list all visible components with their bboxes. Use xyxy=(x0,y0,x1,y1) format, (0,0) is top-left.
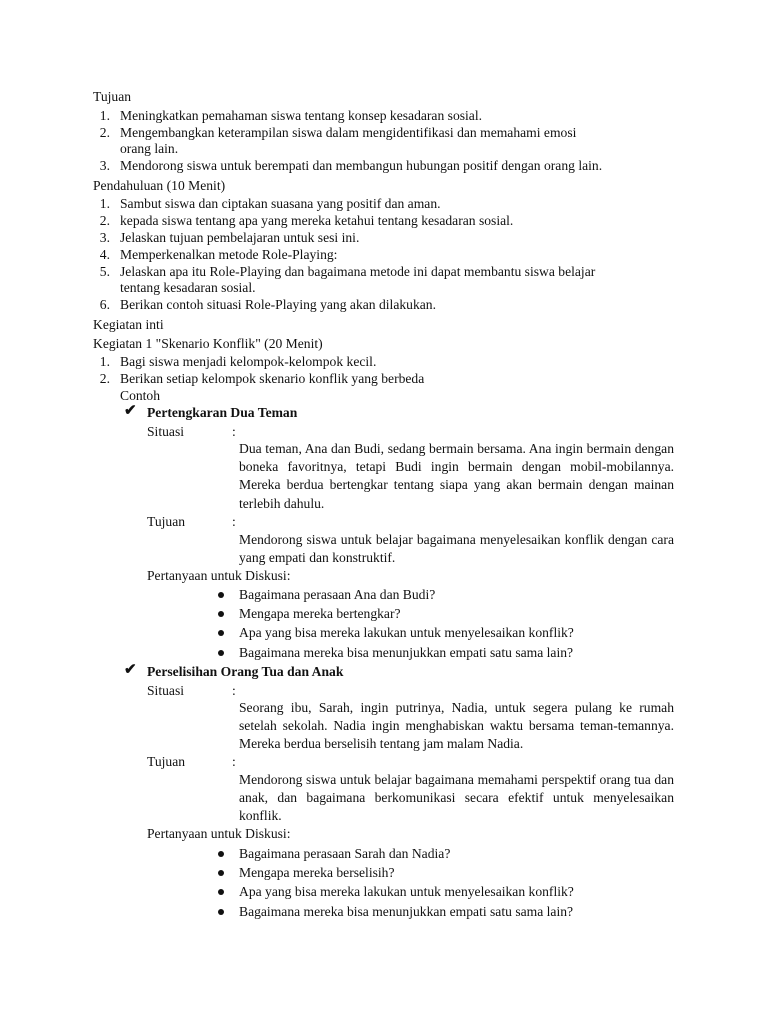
situasi-label: Situasi xyxy=(147,683,185,698)
label-colon: : xyxy=(232,424,236,439)
bullet-icon xyxy=(218,611,224,617)
list-number: 3. xyxy=(99,230,110,245)
list-number: 2. xyxy=(99,213,110,228)
list-number: 1. xyxy=(99,196,110,211)
label-colon: : xyxy=(232,683,236,698)
list-item: Jelaskan apa itu Role-Playing dan bagaimana metode ini dapat membantu siswa belajar xyxy=(120,264,596,279)
list-item: Mengembangkan keterampilan siswa dalam mengidentifikasi dan memahami emosi xyxy=(120,125,577,140)
list-item: kepada siswa tentang apa yang mereka ketahui tentang kesadaran sosial. xyxy=(120,213,514,228)
question-item: Apa yang bisa mereka lakukan untuk menyelesaikan konflik? xyxy=(239,884,574,899)
bullet-icon xyxy=(218,889,224,895)
bullet-icon xyxy=(218,630,224,636)
question-item: Apa yang bisa mereka lakukan untuk menyelesaikan konflik? xyxy=(239,625,574,640)
list-item: Berikan setiap kelompok skenario konflik yang berbeda xyxy=(120,371,425,386)
tujuan-text: Mendorong siswa untuk belajar bagaimana memahami perspektif orang tua dan anak, dan bagaimana berkomunikasi secara efektif untuk menyelesaikan konflik. xyxy=(239,772,674,824)
checkmark-icon: ✔ xyxy=(124,662,137,678)
bullet-icon xyxy=(218,870,224,876)
list-item: Bagi siswa menjadi kelompok-kelompok kecil. xyxy=(120,354,377,369)
list-number: 2. xyxy=(99,125,110,140)
list-number: 1. xyxy=(99,354,110,369)
question-item: Mengapa mereka bertengkar? xyxy=(239,606,401,621)
list-item: Berikan contoh situasi Role-Playing yang akan dilakukan. xyxy=(120,297,436,312)
list-item-continuation: orang lain. xyxy=(120,141,179,156)
list-item-continuation: tentang kesadaran sosial. xyxy=(120,280,256,295)
situasi-text: Seorang ibu, Sarah, ingin putrinya, Nadia, untuk segera pulang ke rumah setelah sekolah. Nadia ingin menghabiskan waktu bersama teman-temannya. Mereka berdua berselisih tentang jam malam Nadia. xyxy=(239,700,674,752)
question-item: Bagaimana perasaan Ana dan Budi? xyxy=(239,587,436,602)
situasi-label: Situasi xyxy=(147,424,185,439)
tujuan-text: Mendorong siswa untuk belajar bagaimana menyelesaikan konflik dengan cara yang empati dan konstruktif. xyxy=(239,532,674,566)
list-number: 3. xyxy=(99,158,110,173)
question-item: Mengapa mereka berselisih? xyxy=(239,865,395,880)
question-item: Bagaimana perasaan Sarah dan Nadia? xyxy=(239,846,451,861)
label-colon: : xyxy=(232,754,236,769)
scenario-title: Perselisihan Orang Tua dan Anak xyxy=(147,664,344,679)
pertanyaan-label: Pertanyaan untuk Diskusi: xyxy=(147,826,291,841)
question-item: Bagaimana mereka bisa menunjukkan empati satu sama lain? xyxy=(239,645,574,660)
list-number: 6. xyxy=(99,297,110,312)
list-item: Mendorong siswa untuk berempati dan membangun hubungan positif dengan orang lain. xyxy=(120,158,603,173)
list-number: 5. xyxy=(99,264,110,279)
activity-title: Kegiatan 1 "Skenario Konflik" (20 Menit) xyxy=(93,336,323,351)
list-number: 2. xyxy=(99,371,110,386)
checkmark-icon: ✔ xyxy=(124,403,137,419)
tujuan-heading: Tujuan xyxy=(93,89,132,104)
tujuan-label: Tujuan xyxy=(147,754,186,769)
list-item: Sambut siswa dan ciptakan suasana yang positif dan aman. xyxy=(120,196,441,211)
question-item: Bagaimana mereka bisa menunjukkan empati satu sama lain? xyxy=(239,904,574,919)
label-colon: : xyxy=(232,514,236,529)
tujuan-label: Tujuan xyxy=(147,514,186,529)
scenario-title: Pertengkaran Dua Teman xyxy=(147,405,298,420)
contoh-label: Contoh xyxy=(120,388,161,403)
list-number: 4. xyxy=(99,247,110,262)
pertanyaan-label: Pertanyaan untuk Diskusi: xyxy=(147,568,291,583)
kegiatan-inti-heading: Kegiatan inti xyxy=(93,317,164,332)
list-item: Jelaskan tujuan pembelajaran untuk sesi ini. xyxy=(120,230,360,245)
bullet-icon xyxy=(218,909,224,915)
list-item: Memperkenalkan metode Role-Playing: xyxy=(120,247,338,262)
bullet-icon xyxy=(218,650,224,656)
list-number: 1. xyxy=(99,108,110,123)
pendahuluan-heading: Pendahuluan (10 Menit) xyxy=(93,178,226,193)
bullet-icon xyxy=(218,851,224,857)
list-item: Meningkatkan pemahaman siswa tentang konsep kesadaran sosial. xyxy=(120,108,483,123)
bullet-icon xyxy=(218,592,224,598)
situasi-text: Dua teman, Ana dan Budi, sedang bermain bersama. Ana ingin bermain dengan boneka favoritnya, tetapi Budi ingin bermain dengan mobil-mobilannya. Mereka berdua bertengkar tentang siapa yang akan bermain dengan mainan terlebih dahulu. xyxy=(239,441,674,511)
